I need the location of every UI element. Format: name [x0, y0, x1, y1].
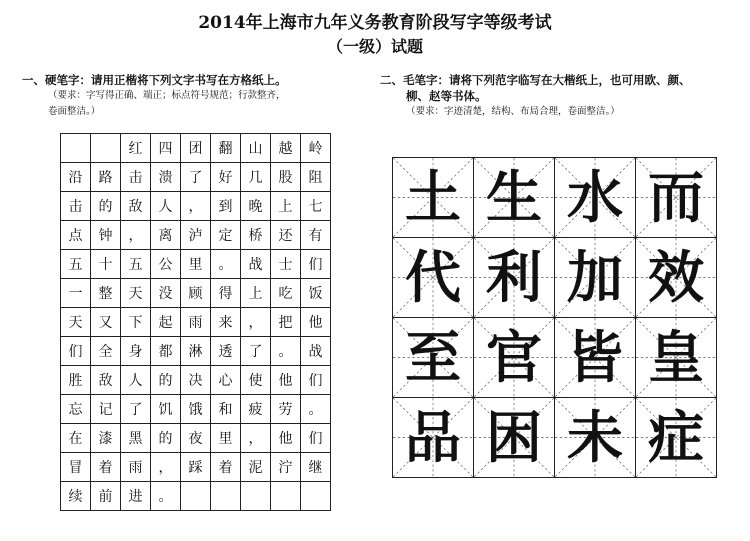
grid-cell: 整 [91, 279, 121, 308]
brush-character: 未 [567, 404, 623, 471]
grid-cell: 。 [301, 395, 331, 424]
grid-cell [211, 482, 241, 511]
grid-cell: 点 [61, 221, 91, 250]
grid-cell: 前 [91, 482, 121, 511]
grid-cell: 了 [241, 337, 271, 366]
grid-cell: 还 [271, 221, 301, 250]
grid-cell: 饿 [181, 395, 211, 424]
grid-cell: 胜 [61, 366, 91, 395]
grid-cell: 劳 [271, 395, 301, 424]
brush-character: 皆 [567, 324, 623, 391]
grid-cell: 越 [271, 134, 301, 163]
grid-cell [241, 482, 271, 511]
grid-cell [181, 482, 211, 511]
grid-cell: ， [241, 424, 271, 453]
grid-cell: 着 [211, 453, 241, 482]
grid-cell: 使 [241, 366, 271, 395]
grid-cell: ， [121, 221, 151, 250]
grid-cell: 雨 [121, 453, 151, 482]
grid-cell: 的 [151, 366, 181, 395]
grid-cell: 离 [151, 221, 181, 250]
grid-cell: 。 [211, 250, 241, 279]
grid-cell: 四 [151, 134, 181, 163]
hard-pen-grid [60, 133, 331, 511]
brush-cell [393, 318, 474, 398]
brush-character: 而 [648, 164, 704, 231]
brush-cell [636, 238, 717, 318]
brush-heading-1: 二、毛笔字：请将下列范字临写在大楷纸上，也可用欧、颜、 [380, 73, 691, 87]
grid-cell: 士 [271, 250, 301, 279]
brush-character: 加 [567, 244, 623, 311]
grid-cell: 了 [121, 395, 151, 424]
grid-cell: 岭 [301, 134, 331, 163]
brush-instructions [380, 72, 740, 120]
hard-pen-heading: 一、硬笔字：请用正楷将下列文字书写在方格纸上。 [22, 73, 287, 87]
grid-cell: 冒 [61, 453, 91, 482]
grid-cell: 几 [241, 163, 271, 192]
brush-requirement: （要求：字迹清楚，结构、布局合理，卷面整洁。） [406, 106, 620, 117]
grid-cell: 里 [211, 424, 241, 453]
brush-character: 代 [405, 244, 461, 311]
grid-cell: 心 [211, 366, 241, 395]
grid-cell: 定 [211, 221, 241, 250]
brush-heading-2: 柳、赵等书体。 [406, 89, 487, 103]
brush-character: 生 [486, 164, 542, 231]
grid-cell: 沿 [61, 163, 91, 192]
grid-cell: 五 [121, 250, 151, 279]
brush-cell [636, 158, 717, 238]
grid-cell: 到 [211, 192, 241, 221]
brush-character: 官 [486, 324, 542, 391]
grid-cell: 踩 [181, 453, 211, 482]
hard-pen-instructions [22, 72, 367, 120]
grid-cell: 好 [211, 163, 241, 192]
grid-cell: 钟 [91, 221, 121, 250]
grid-cell: 上 [241, 279, 271, 308]
grid-cell: 继 [301, 453, 331, 482]
brush-cell [474, 398, 555, 478]
grid-cell: 路 [91, 163, 121, 192]
brush-character: 效 [648, 244, 704, 311]
grid-cell: 的 [151, 424, 181, 453]
grid-cell: 溃 [151, 163, 181, 192]
grid-cell: 天 [121, 279, 151, 308]
grid-cell: 阻 [301, 163, 331, 192]
grid-cell: 了 [181, 163, 211, 192]
grid-cell: 把 [271, 308, 301, 337]
grid-cell: 敌 [121, 192, 151, 221]
grid-cell: 。 [151, 482, 181, 511]
grid-cell: 来 [211, 308, 241, 337]
grid-cell: 的 [91, 192, 121, 221]
grid-cell: 泥 [241, 453, 271, 482]
grid-cell: 顾 [181, 279, 211, 308]
grid-cell: 续 [61, 482, 91, 511]
grid-cell: 一 [61, 279, 91, 308]
brush-grid [392, 157, 717, 478]
grid-cell: 淋 [181, 337, 211, 366]
grid-cell: 记 [91, 395, 121, 424]
grid-cell: 击 [121, 163, 151, 192]
grid-cell: 他 [271, 366, 301, 395]
grid-cell: 有 [301, 221, 331, 250]
grid-cell: 战 [301, 337, 331, 366]
brush-cell [555, 398, 636, 478]
grid-cell: 没 [151, 279, 181, 308]
grid-cell: ， [181, 192, 211, 221]
grid-cell: 进 [121, 482, 151, 511]
grid-cell: 。 [271, 337, 301, 366]
grid-cell: 七 [301, 192, 331, 221]
grid-cell: 他 [301, 308, 331, 337]
grid-cell [271, 482, 301, 511]
brush-character: 品 [405, 404, 461, 471]
grid-cell: 饭 [301, 279, 331, 308]
grid-cell: 十 [91, 250, 121, 279]
grid-cell: 天 [61, 308, 91, 337]
grid-cell: 黑 [121, 424, 151, 453]
grid-cell: 战 [241, 250, 271, 279]
grid-cell: 雨 [181, 308, 211, 337]
grid-cell: 敌 [91, 366, 121, 395]
grid-cell: 泞 [271, 453, 301, 482]
grid-cell: 透 [211, 337, 241, 366]
grid-cell: 们 [61, 337, 91, 366]
grid-cell [91, 134, 121, 163]
grid-cell: 们 [301, 424, 331, 453]
hard-pen-requirement-2: 卷面整洁。） [48, 106, 101, 117]
grid-cell: 山 [241, 134, 271, 163]
grid-cell: 着 [91, 453, 121, 482]
grid-cell: 人 [151, 192, 181, 221]
grid-cell: 公 [151, 250, 181, 279]
grid-cell: 股 [271, 163, 301, 192]
grid-cell: 得 [211, 279, 241, 308]
grid-cell: 们 [301, 366, 331, 395]
exam-subtitle: （一级）试题 [326, 37, 423, 56]
grid-cell: 忘 [61, 395, 91, 424]
brush-cell [474, 158, 555, 238]
brush-cell [393, 238, 474, 318]
brush-character: 皇 [648, 324, 704, 391]
grid-cell: 们 [301, 250, 331, 279]
grid-cell: 人 [121, 366, 151, 395]
grid-cell: 起 [151, 308, 181, 337]
grid-cell: 击 [61, 192, 91, 221]
grid-cell: 决 [181, 366, 211, 395]
hard-pen-requirement-1: （要求：字写得正确、端正；标点符号规范；行款整齐， [48, 90, 286, 101]
grid-cell: 身 [121, 337, 151, 366]
brush-cell [393, 398, 474, 478]
grid-cell: ， [241, 308, 271, 337]
grid-cell [301, 482, 331, 511]
brush-cell [474, 238, 555, 318]
grid-cell: 晚 [241, 192, 271, 221]
grid-cell [61, 134, 91, 163]
grid-cell: 他 [271, 424, 301, 453]
grid-cell: 夜 [181, 424, 211, 453]
grid-cell: 和 [211, 395, 241, 424]
grid-cell: 翻 [211, 134, 241, 163]
grid-cell: 五 [61, 250, 91, 279]
grid-cell: 红 [121, 134, 151, 163]
grid-cell: 里 [181, 250, 211, 279]
brush-character: 土 [405, 164, 461, 231]
grid-cell: 疲 [241, 395, 271, 424]
grid-cell: 全 [91, 337, 121, 366]
grid-cell: 下 [121, 308, 151, 337]
brush-cell [555, 158, 636, 238]
grid-cell: 都 [151, 337, 181, 366]
brush-cell [555, 238, 636, 318]
brush-character: 至 [405, 324, 461, 391]
grid-cell: 饥 [151, 395, 181, 424]
grid-cell: ， [151, 453, 181, 482]
grid-cell: 泸 [181, 221, 211, 250]
grid-cell: 团 [181, 134, 211, 163]
brush-character: 困 [486, 404, 542, 471]
brush-cell [393, 158, 474, 238]
brush-character: 利 [486, 244, 542, 311]
grid-cell: 又 [91, 308, 121, 337]
brush-cell [636, 318, 717, 398]
grid-cell: 上 [271, 192, 301, 221]
grid-cell: 漆 [91, 424, 121, 453]
grid-cell: 吃 [271, 279, 301, 308]
exam-title: 2014年上海市九年义务教育阶段写字等级考试 [198, 13, 552, 33]
brush-character: 症 [648, 404, 704, 471]
grid-cell: 在 [61, 424, 91, 453]
brush-cell [555, 318, 636, 398]
brush-cell [474, 318, 555, 398]
brush-cell [636, 398, 717, 478]
brush-character: 水 [567, 164, 623, 231]
grid-cell: 桥 [241, 221, 271, 250]
